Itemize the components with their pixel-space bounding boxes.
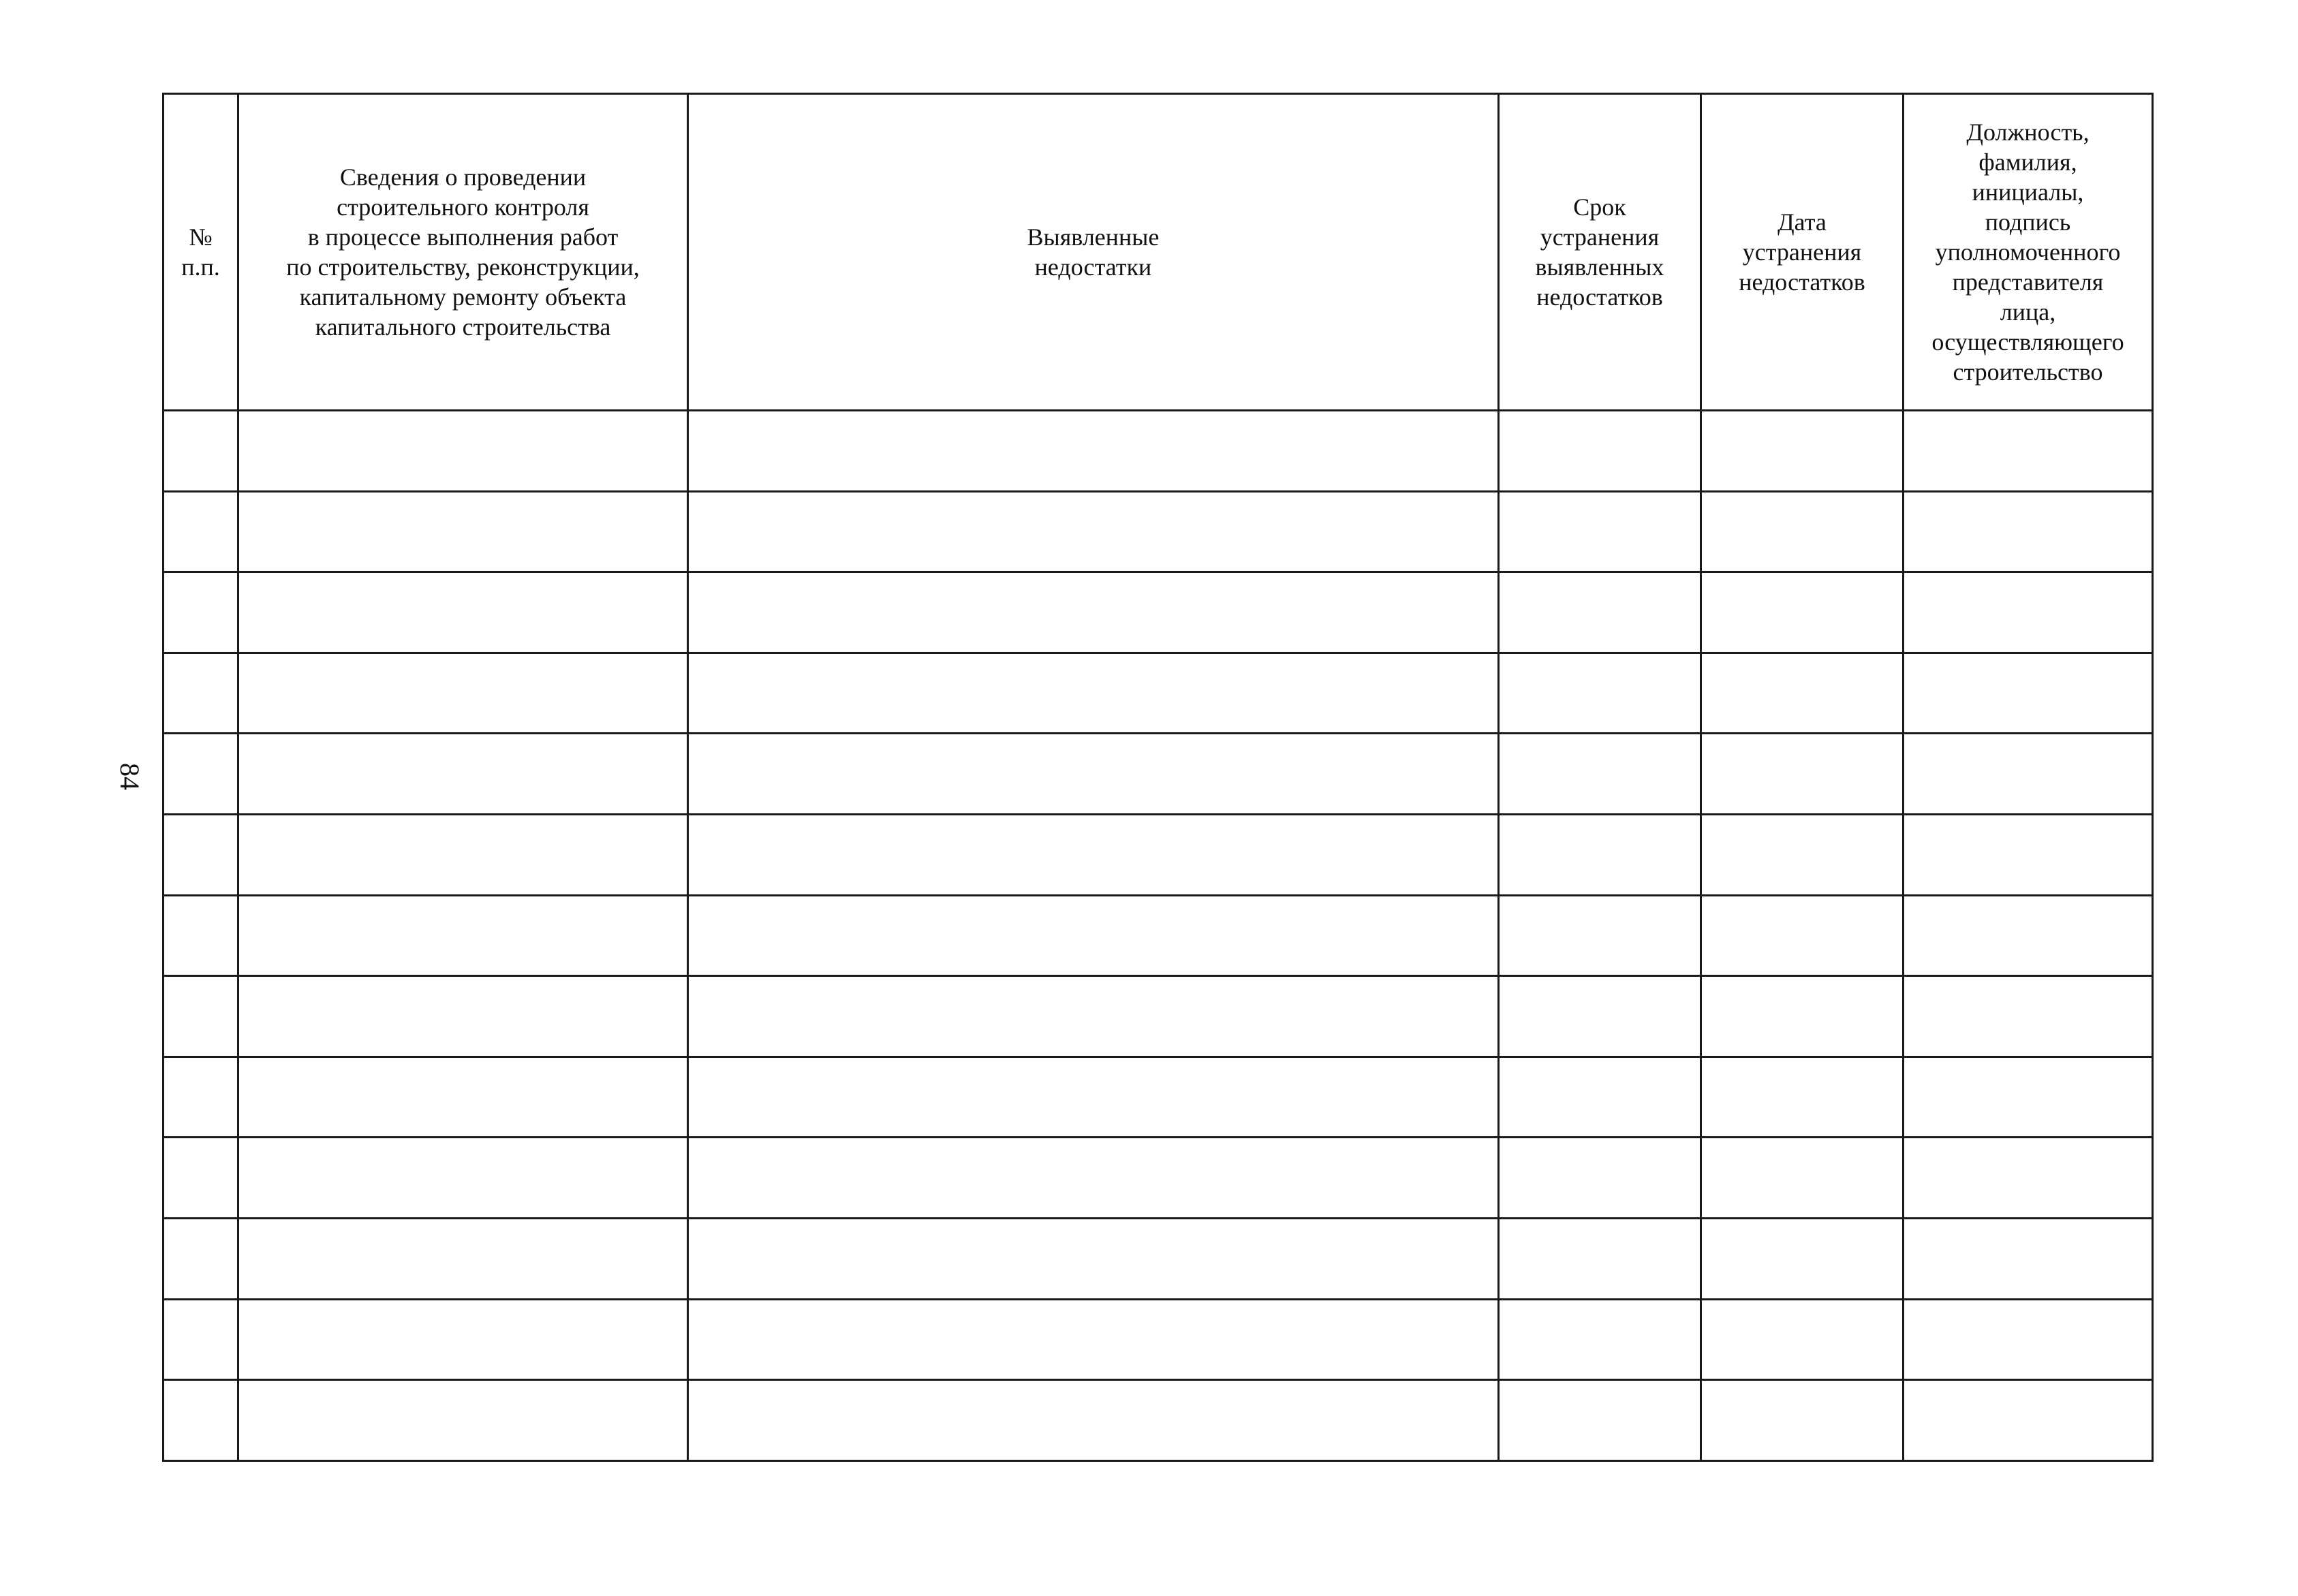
table-cell[interactable]: [164, 976, 238, 1057]
table-row: [164, 1299, 2153, 1380]
table-cell[interactable]: [1701, 491, 1904, 572]
table-cell[interactable]: [1904, 734, 2153, 815]
table-cell[interactable]: [238, 1380, 688, 1461]
table-cell[interactable]: [1904, 491, 2153, 572]
table-cell[interactable]: [238, 895, 688, 976]
table-cell[interactable]: [1904, 572, 2153, 653]
table-cell[interactable]: [238, 411, 688, 492]
table-cell[interactable]: [1701, 1057, 1904, 1138]
header-defects: Выявленные недостатки: [688, 94, 1499, 411]
table-cell[interactable]: [1701, 1138, 1904, 1219]
table-cell[interactable]: [1499, 572, 1701, 653]
table-row: [164, 976, 2153, 1057]
table-row: [164, 895, 2153, 976]
table-cell[interactable]: [1701, 976, 1904, 1057]
header-deadline: Срок устранения выявленных недостатков: [1499, 94, 1701, 411]
table-cell[interactable]: [1499, 491, 1701, 572]
table-cell[interactable]: [1701, 653, 1904, 734]
table-cell[interactable]: [1701, 734, 1904, 815]
table-cell[interactable]: [688, 411, 1499, 492]
table-row: [164, 572, 2153, 653]
table-cell[interactable]: [238, 1138, 688, 1219]
table-cell[interactable]: [238, 491, 688, 572]
table-row: [164, 653, 2153, 734]
table-cell[interactable]: [1499, 1219, 1701, 1300]
table-cell[interactable]: [1499, 1299, 1701, 1380]
table-cell[interactable]: [238, 1057, 688, 1138]
table-cell[interactable]: [1499, 411, 1701, 492]
page-number: 84: [114, 763, 145, 790]
table-cell[interactable]: [688, 734, 1499, 815]
table-cell[interactable]: [688, 572, 1499, 653]
table-cell[interactable]: [688, 491, 1499, 572]
table-cell[interactable]: [1904, 1299, 2153, 1380]
table-row: [164, 491, 2153, 572]
table-cell[interactable]: [238, 572, 688, 653]
table-cell[interactable]: [1904, 1219, 2153, 1300]
table-cell[interactable]: [1904, 1138, 2153, 1219]
table-cell[interactable]: [1499, 815, 1701, 896]
table-cell[interactable]: [1904, 815, 2153, 896]
table-row: [164, 1380, 2153, 1461]
table-cell[interactable]: [688, 976, 1499, 1057]
header-row: [164, 94, 2153, 411]
table-cell[interactable]: [688, 1299, 1499, 1380]
table-row: [164, 734, 2153, 815]
table-cell[interactable]: [164, 815, 238, 896]
table-cell[interactable]: [688, 1057, 1499, 1138]
table-row: [164, 815, 2153, 896]
table-cell[interactable]: [688, 1380, 1499, 1461]
table-cell[interactable]: [238, 653, 688, 734]
table-cell[interactable]: [1499, 1138, 1701, 1219]
table-cell[interactable]: [1499, 1380, 1701, 1461]
header-representative-signature: Должность, фамилия, инициалы, подпись уполномоченного представителя лица, осуществляющего строительство: [1904, 94, 2153, 411]
table-cell[interactable]: [238, 815, 688, 896]
table-cell[interactable]: [1499, 1057, 1701, 1138]
header-number: № п.п.: [164, 94, 238, 411]
table-cell[interactable]: [1904, 653, 2153, 734]
header-control-info: Сведения о проведении строительного контроля в процессе выполнения работ по строительству, реконструкции, капитальному ремонту объекта капитального строительства: [238, 94, 688, 411]
table-cell[interactable]: [1701, 1380, 1904, 1461]
table-cell[interactable]: [1701, 815, 1904, 896]
table-cell[interactable]: [164, 895, 238, 976]
table-cell[interactable]: [164, 653, 238, 734]
table-cell[interactable]: [164, 1138, 238, 1219]
table-cell[interactable]: [1904, 1380, 2153, 1461]
table-cell[interactable]: [164, 1057, 238, 1138]
table-cell[interactable]: [688, 815, 1499, 896]
table-cell[interactable]: [1904, 411, 2153, 492]
table-cell[interactable]: [1904, 1057, 2153, 1138]
table-cell[interactable]: [1904, 895, 2153, 976]
table-body: [164, 411, 2153, 1461]
table-header: [164, 94, 2153, 411]
table-cell[interactable]: [688, 895, 1499, 976]
table-cell[interactable]: [164, 1299, 238, 1380]
table-cell[interactable]: [688, 1219, 1499, 1300]
table-cell[interactable]: [1499, 895, 1701, 976]
table-cell[interactable]: [1701, 572, 1904, 653]
table-cell[interactable]: [164, 572, 238, 653]
table-row: [164, 1057, 2153, 1138]
table-cell[interactable]: [1904, 976, 2153, 1057]
table-cell[interactable]: [1701, 411, 1904, 492]
table-cell[interactable]: [164, 734, 238, 815]
table-cell[interactable]: [688, 1138, 1499, 1219]
table-row: [164, 1138, 2153, 1219]
table-cell[interactable]: [1499, 976, 1701, 1057]
table-cell[interactable]: [1701, 895, 1904, 976]
table-cell[interactable]: [688, 653, 1499, 734]
table-cell[interactable]: [164, 491, 238, 572]
table-cell[interactable]: [1701, 1299, 1904, 1380]
table-cell[interactable]: [164, 1380, 238, 1461]
table-cell[interactable]: [238, 734, 688, 815]
table-cell[interactable]: [1499, 734, 1701, 815]
table-row: [164, 1219, 2153, 1300]
inspection-form-table: [162, 93, 2154, 1462]
table-cell[interactable]: [1701, 1219, 1904, 1300]
table-cell[interactable]: [1499, 653, 1701, 734]
table-cell[interactable]: [238, 1219, 688, 1300]
header-fix-date: Дата устранения недостатков: [1701, 94, 1904, 411]
table-cell[interactable]: [164, 411, 238, 492]
table-cell[interactable]: [238, 976, 688, 1057]
table-row: [164, 411, 2153, 492]
table-cell[interactable]: [238, 1299, 688, 1380]
table-cell[interactable]: [164, 1219, 238, 1300]
